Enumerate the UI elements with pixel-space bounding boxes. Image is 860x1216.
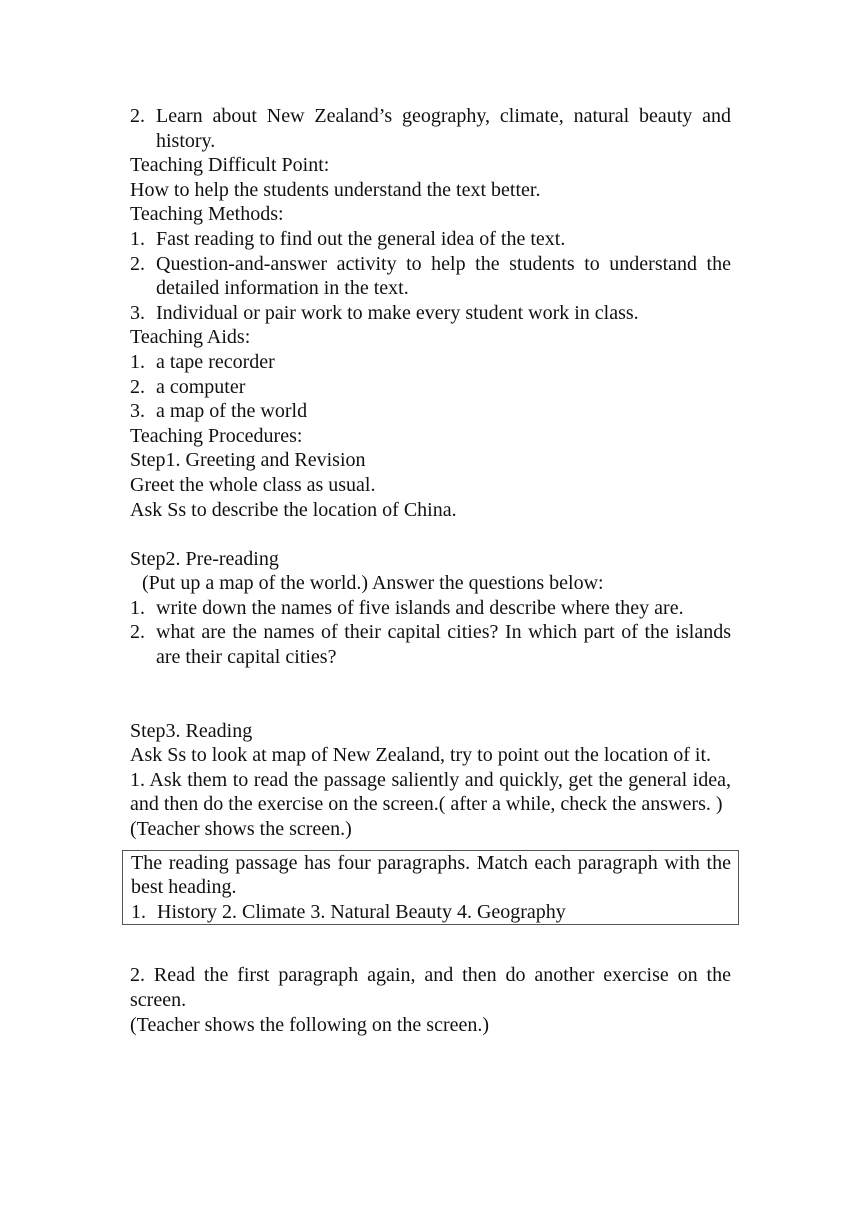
exercise-text: The reading passage has four paragraphs. Match each paragraph with the best heading. — [131, 851, 731, 899]
list-text: what are the names of their capital cities? In which part of the islands are their capital cities? — [156, 621, 731, 669]
spacer — [130, 925, 731, 963]
objective-item — [130, 104, 731, 153]
list-number: 2. — [130, 252, 145, 275]
screen-exercise-box — [122, 850, 739, 926]
list-item — [130, 252, 731, 301]
section-heading-methods: Teaching Methods: — [130, 203, 284, 226]
spacer — [130, 670, 731, 719]
paragraph: How to help the students understand the text better. — [130, 178, 541, 201]
paragraph: (Put up a map of the world.) Answer the questions below: — [142, 572, 604, 595]
list-text: Learn about New Zealand’s geography, climate, natural beauty and history. — [156, 105, 731, 152]
list-text: Question-and-answer activity to help the students to understand the detailed information in the text. — [156, 252, 731, 300]
spacer — [130, 522, 731, 547]
list-item — [130, 227, 731, 252]
paragraph: 1. Ask them to read the passage saliently and quickly, get the general idea, and then do the exercise on the screen.( after a while, check the answers. ) — [130, 768, 731, 816]
list-item — [130, 375, 731, 400]
list-text: a computer — [156, 375, 246, 398]
list-number: 2. — [130, 105, 145, 127]
list-number: 2. — [130, 621, 145, 644]
list-item — [130, 301, 731, 326]
list-number: 1. — [131, 900, 146, 923]
paragraph: Greet the whole class as usual. — [130, 473, 376, 496]
list-text: Fast reading to find out the general idea of the text. — [156, 227, 566, 250]
list-item — [130, 350, 731, 375]
list-item — [130, 620, 731, 669]
paragraph: Ask Ss to describe the location of China. — [130, 498, 457, 521]
list-number: 1. — [130, 596, 145, 619]
list-number: 1. — [130, 350, 145, 373]
exercise-headings — [131, 900, 731, 925]
list-text: a map of the world — [156, 400, 308, 423]
list-number: 1. — [130, 227, 145, 250]
paragraph: (Teacher shows the screen.) — [130, 818, 352, 841]
paragraph: 2. Read the first paragraph again, and then do another exercise on the screen. — [130, 964, 731, 1011]
list-text: History 2. Climate 3. Natural Beauty 4. Geography — [157, 900, 566, 923]
step-title: Step3. Reading — [130, 719, 253, 742]
list-text: Individual or pair work to make every student work in class. — [156, 301, 639, 324]
list-number: 2. — [130, 375, 145, 398]
document-page — [130, 104, 731, 1037]
section-heading-difficult-point: Teaching Difficult Point: — [130, 154, 330, 177]
step-title: Step1. Greeting and Revision — [130, 449, 366, 472]
list-number: 3. — [130, 400, 145, 423]
list-text: write down the names of five islands and describe where they are. — [156, 596, 684, 619]
section-heading-aids: Teaching Aids: — [130, 326, 251, 349]
section-heading-procedures: Teaching Procedures: — [130, 424, 303, 447]
paragraph: (Teacher shows the following on the screen.) — [130, 1013, 490, 1036]
paragraph: Ask Ss to look at map of New Zealand, try to point out the location of it. — [130, 744, 712, 767]
list-number: 3. — [130, 301, 145, 324]
list-text: a tape recorder — [156, 350, 275, 373]
step-title: Step2. Pre-reading — [130, 547, 279, 570]
list-item — [130, 399, 731, 424]
list-item — [130, 596, 731, 621]
